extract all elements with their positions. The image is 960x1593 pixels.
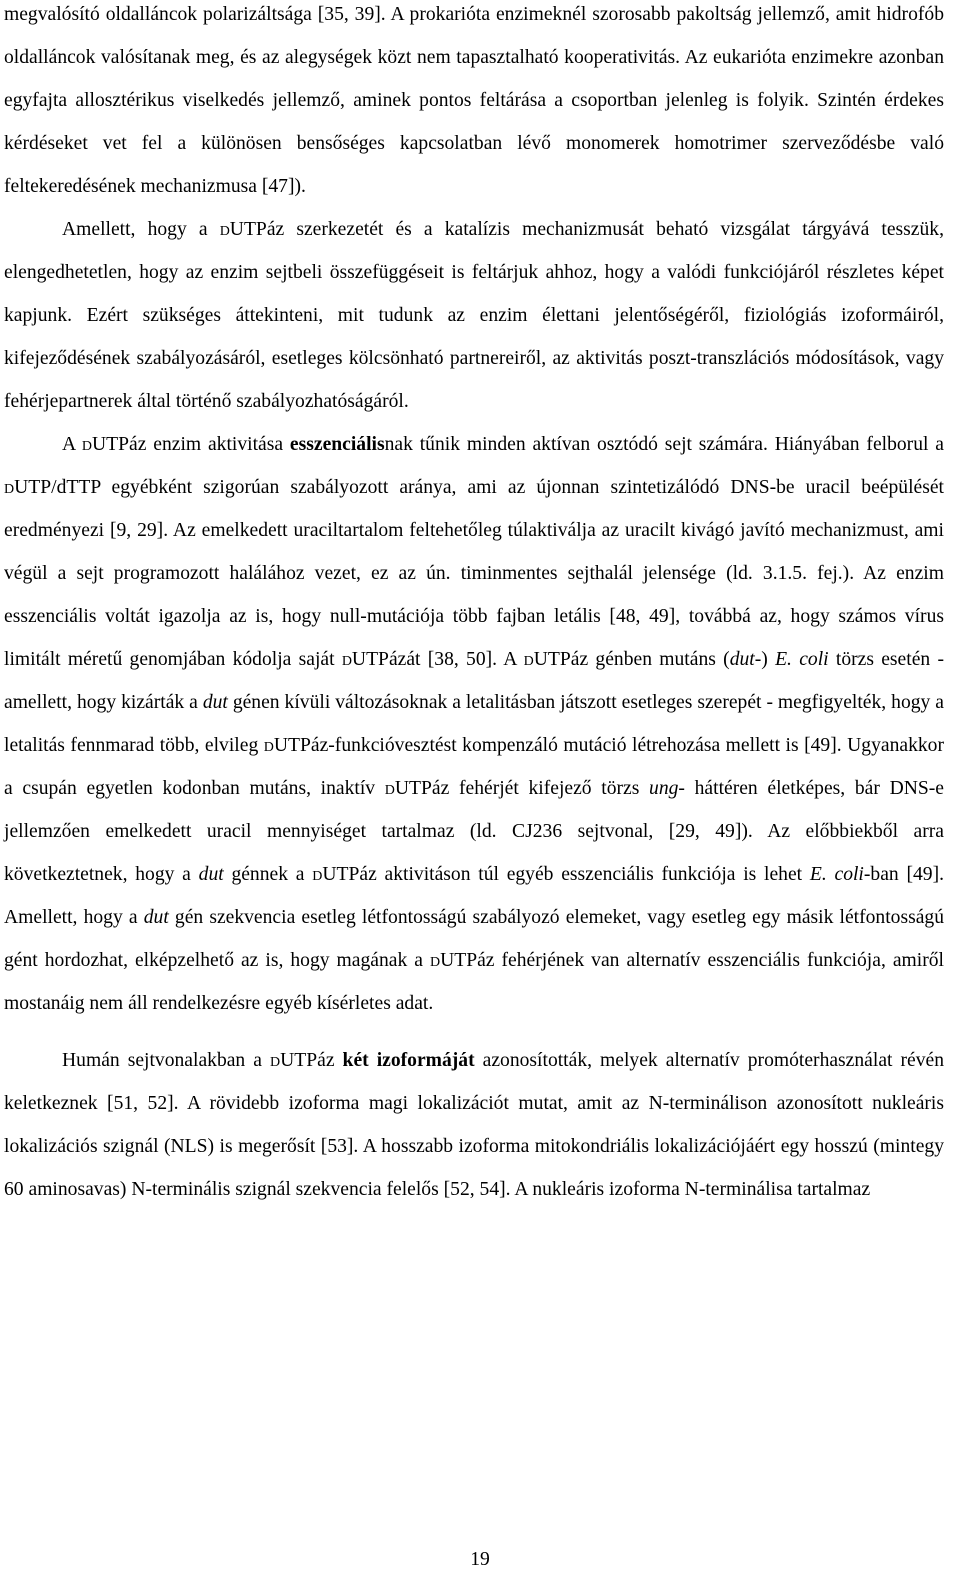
text-run: áz szerkezetét és a katalízis mechanizmusát beható vizsgálat tárgyává tesszük, elengedhetetlen, hogy az enzim sejtbeli összefüggéseit is feltárjuk ahhoz, hogy a valódi funkciójáról részletes képet kapjunk. Ezért szükséges áttekinteni, mit tudunk az enzim élettani jelentőségéről, fiziológiás izoformáiról, kifejeződésének szabályozásáról, esetleges kölcsönható partnereiről, az aktivitás poszt-transzlációs módosítások, vagy fehérjepartnerek által történő szabályozhatóságáról. [4, 219, 944, 412]
paragraph-4 [4, 1039, 944, 1211]
text-run: génnek a [223, 864, 313, 885]
italic-term: E. coli [775, 649, 829, 670]
term-dutp: dUTP [312, 864, 360, 885]
italic-term: dut [198, 864, 224, 885]
italic-term: dut [143, 907, 169, 928]
text-run: törzs esetén - amellett, hogy kizárták a [4, 649, 944, 713]
bold-emphasis: két izoformáját [342, 1050, 475, 1071]
term-dutp: dUTP [429, 950, 478, 971]
text-run: A [62, 434, 82, 455]
body-text [4, 0, 944, 1211]
term-dutp: dUTP [269, 1050, 318, 1071]
text-run: áz enzim aktivitása [129, 434, 290, 455]
text-run: -) [754, 649, 776, 670]
text-run: áz-funkcióvesztést kompenzáló mutáció létrehozása mellett is [49]. Ugyanakkor a csupán egyetlen kodonban mutáns, inaktív [4, 735, 944, 799]
term-dutp: dUTP [81, 434, 130, 455]
document-page [4, 0, 944, 1211]
text-run: Amellett, hogy a [62, 219, 220, 240]
text-run: /dTTP egyébként szigorúan szabályozott aránya, ami az újonnan szintetizálódó DNS-be uracil beépülését eredményezi [9, 29]. Az emelkedett uraciltartalom feltehetőleg túlaktiválja az uracilt kivágó javító mechanizmust, ami végül a sejt programozott halálához vezet, ez az ún. timinmentes sejthalál jelensége (ld. 3.1.5. fej.). Az enzim esszenciális voltát igazolja az is, hogy null-mutációja több fajban letális [48, 49], továbbá az, hogy számos vírus limitált méretű genomjában kódolja saját [4, 477, 944, 670]
term-dutp: dUTP [4, 477, 52, 498]
text-run: azonosították, melyek alternatív promóterhasználat révén keletkeznek [51, 52]. A rövidebb izoforma magi lokalizációt mutat, amit az N-terminálison azonosított nukleáris lokalizációs szignál (NLS) is megerősít [53]. A hosszabb izoforma mitokondriális lokalizációjáért egy hosszú (mintegy 60 aminosavas) N-terminális szignál szekvencia felelős [52, 54]. A nukleáris izoforma N-terminálisa tartalmaz [4, 1050, 944, 1200]
italic-term: ung [649, 778, 679, 799]
term-dutp: dUTP [219, 219, 267, 240]
text-run: áz aktivitáson túl egyéb esszenciális funkciója is lehet [359, 864, 810, 885]
paragraph-3 [4, 423, 944, 1025]
text-run: - háttéren életképes, bár DNS-e jellemzően emelkedett uracil mennyiséget tartalmaz (ld. CJ236 sejtvonal, [29, 49]). Az előbbiekből arra következtetnek, hogy a [4, 778, 944, 885]
italic-term: dut [202, 692, 228, 713]
term-dutp: dUTP [523, 649, 571, 670]
bold-emphasis: esszenciális [289, 434, 385, 455]
text-run: áz génben mutáns ( [570, 649, 730, 670]
term-dutp: dUTP [341, 649, 389, 670]
text-run: áz fehérjének van alternatív esszenciális funkciója, amiről mostanáig nem áll rendelkezésre egyéb kísérletes adat. [4, 950, 944, 1014]
italic-term: E. coli [809, 864, 864, 885]
text-run: áz fehérjét kifejező törzs [431, 778, 650, 799]
paragraph-2 [4, 208, 944, 423]
term-dutp: dUTP [263, 735, 311, 756]
text-run: -ban [49]. Amellett, hogy a [4, 864, 944, 928]
italic-term: dut [729, 649, 755, 670]
text-run: ázát [38, 50]. A [388, 649, 524, 670]
text-run: nak tűnik minden aktívan osztódó sejt számára. Hiányában felborul a [384, 434, 944, 455]
text-run: megvalósító oldalláncok polarizáltsága [35, 39]. A prokarióta enzimeknél szorosabb pakoltság jellemző, amit hidrofób oldalláncok valósítanak meg, és az alegységek közt nem tapasztalható kooperativitás. Az eukarióta enzimekre azonban egyfajta allosztérikus viselkedés jellemző, aminek pontos feltárása a csoportban jelenleg is folyik. Szintén érdekes kérdéseket vet fel a különösen bensőséges kapcsolatban lévő monomerek homotrimer szerveződésbe való feltekeredésének mechanizmusa [47]). [4, 4, 944, 197]
text-run: génen kívüli változásoknak a letalitásban játszott esetleges szerepét - megfigyelték, hogy a letalitás fennmarad több, elvileg [4, 692, 944, 756]
term-dutp: dUTP [384, 778, 432, 799]
text-run: áz [317, 1050, 343, 1071]
page-number: 19 [470, 1549, 490, 1570]
paragraph-1 [4, 0, 944, 208]
text-run: gén szekvencia esetleg létfontosságú szabályozó elemeket, vagy esetleg egy másik létfontosságú gént hordozhat, elképzelhető az is, hogy magának a [4, 907, 945, 971]
text-run: Humán sejtvonalakban a [62, 1050, 270, 1071]
